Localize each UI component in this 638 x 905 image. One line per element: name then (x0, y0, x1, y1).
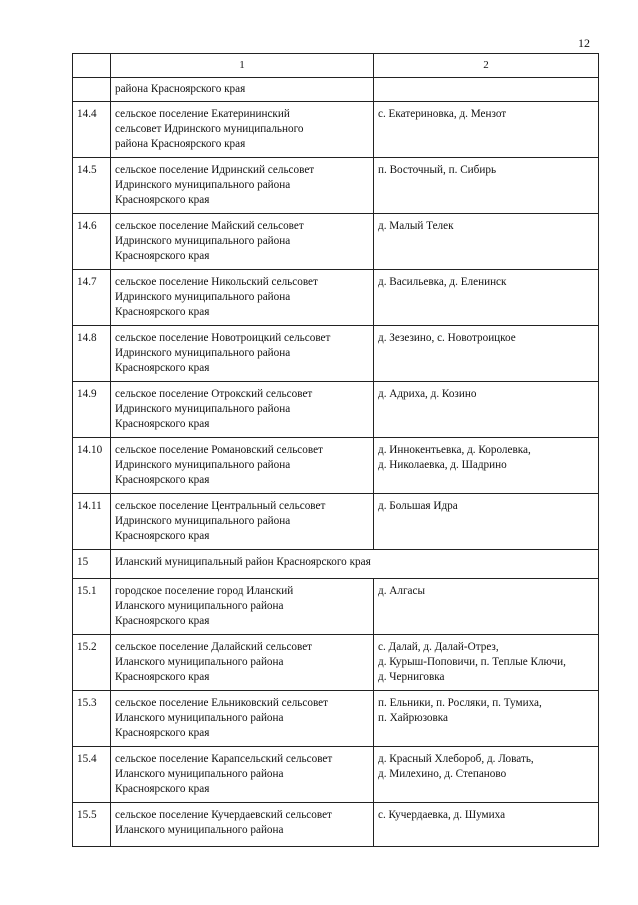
table-row (73, 326, 599, 382)
localities-list: д. Иннокентьевка, д. Королевка, д. Николаевка, д. Шадрино (374, 438, 599, 494)
row-number: 14.11 (73, 494, 111, 550)
continuation-row (73, 78, 599, 102)
table-row (73, 494, 599, 550)
table-header-row (73, 54, 599, 78)
header-cell-1: 1 (111, 54, 374, 78)
row-number: 15.1 (73, 579, 111, 635)
table-row (73, 438, 599, 494)
settlement-name: сельское поселение Карапсельский сельсовет Иланского муниципального района Красноярского края (111, 747, 374, 803)
row-number: 14.7 (73, 270, 111, 326)
settlement-name: сельское поселение Ельниковский сельсовет Иланского муниципального района Красноярского края (111, 691, 374, 747)
row-number: 14.6 (73, 214, 111, 270)
row-number: 15.2 (73, 635, 111, 691)
continuation-text: района Красноярского края (111, 78, 374, 102)
district-name: Иланский муниципальный район Красноярского края (111, 550, 599, 579)
localities-list: с. Далай, д. Далай-Отрез, д. Курыш-Поповичи, п. Теплые Ключи, д. Черниговка (374, 635, 599, 691)
row-number: 15.4 (73, 747, 111, 803)
row-number: 14.4 (73, 102, 111, 158)
row-number: 15.5 (73, 803, 111, 847)
row-number: 14.9 (73, 382, 111, 438)
page-number: 12 (578, 36, 590, 50)
header-cell-number (73, 54, 111, 78)
table-row (73, 747, 599, 803)
settlement-name: сельское поселение Екатерининский сельсовет Идринского муниципального района Красноярского края (111, 102, 374, 158)
localities-list: д. Алгасы (374, 579, 599, 635)
localities-list: с. Екатериновка, д. Мензот (374, 102, 599, 158)
row-number: 14.5 (73, 158, 111, 214)
row-number: 14.8 (73, 326, 111, 382)
settlement-name: сельское поселение Центральный сельсовет Идринского муниципального района Красноярского края (111, 494, 374, 550)
continuation-empty-cell (374, 78, 599, 102)
table-row (73, 635, 599, 691)
row-number: 15.3 (73, 691, 111, 747)
localities-list: д. Адриха, д. Козино (374, 382, 599, 438)
settlements-table (72, 53, 599, 847)
settlement-name: городское поселение город Иланский Иланского муниципального района Красноярского края (111, 579, 374, 635)
table-row (73, 382, 599, 438)
table-row (73, 803, 599, 847)
localities-list: п. Ельники, п. Росляки, п. Тумиха, п. Хайрюзовка (374, 691, 599, 747)
table-row (73, 270, 599, 326)
settlement-name: сельское поселение Отрокский сельсовет Идринского муниципального района Красноярского края (111, 382, 374, 438)
table-row (73, 102, 599, 158)
settlement-name: сельское поселение Романовский сельсовет Идринского муниципального района Красноярского края (111, 438, 374, 494)
settlement-name: сельское поселение Никольский сельсовет Идринского муниципального района Красноярского края (111, 270, 374, 326)
header-cell-2: 2 (374, 54, 599, 78)
table-row (73, 158, 599, 214)
settlement-name: сельское поселение Кучердаевский сельсовет Иланского муниципального района (111, 803, 374, 847)
table-row (73, 691, 599, 747)
row-number: 14.10 (73, 438, 111, 494)
localities-list: п. Восточный, п. Сибирь (374, 158, 599, 214)
localities-list: д. Малый Телек (374, 214, 599, 270)
localities-list: д. Зезезино, с. Новотроицкое (374, 326, 599, 382)
district-row (73, 550, 599, 579)
localities-list: д. Васильевка, д. Еленинск (374, 270, 599, 326)
settlement-name: сельское поселение Новотроицкий сельсовет Идринского муниципального района Красноярского края (111, 326, 374, 382)
table-row (73, 579, 599, 635)
localities-list: с. Кучердаевка, д. Шумиха (374, 803, 599, 847)
localities-list: д. Красный Хлебороб, д. Ловать, д. Милехино, д. Степаново (374, 747, 599, 803)
localities-list: д. Большая Идра (374, 494, 599, 550)
continuation-number-cell (73, 78, 111, 102)
settlement-name: сельское поселение Майский сельсовет Идринского муниципального района Красноярского края (111, 214, 374, 270)
settlement-name: сельское поселение Идринский сельсовет Идринского муниципального района Красноярского края (111, 158, 374, 214)
row-number: 15 (73, 550, 111, 579)
settlement-name: сельское поселение Далайский сельсовет Иланского муниципального района Красноярского края (111, 635, 374, 691)
table-row (73, 214, 599, 270)
